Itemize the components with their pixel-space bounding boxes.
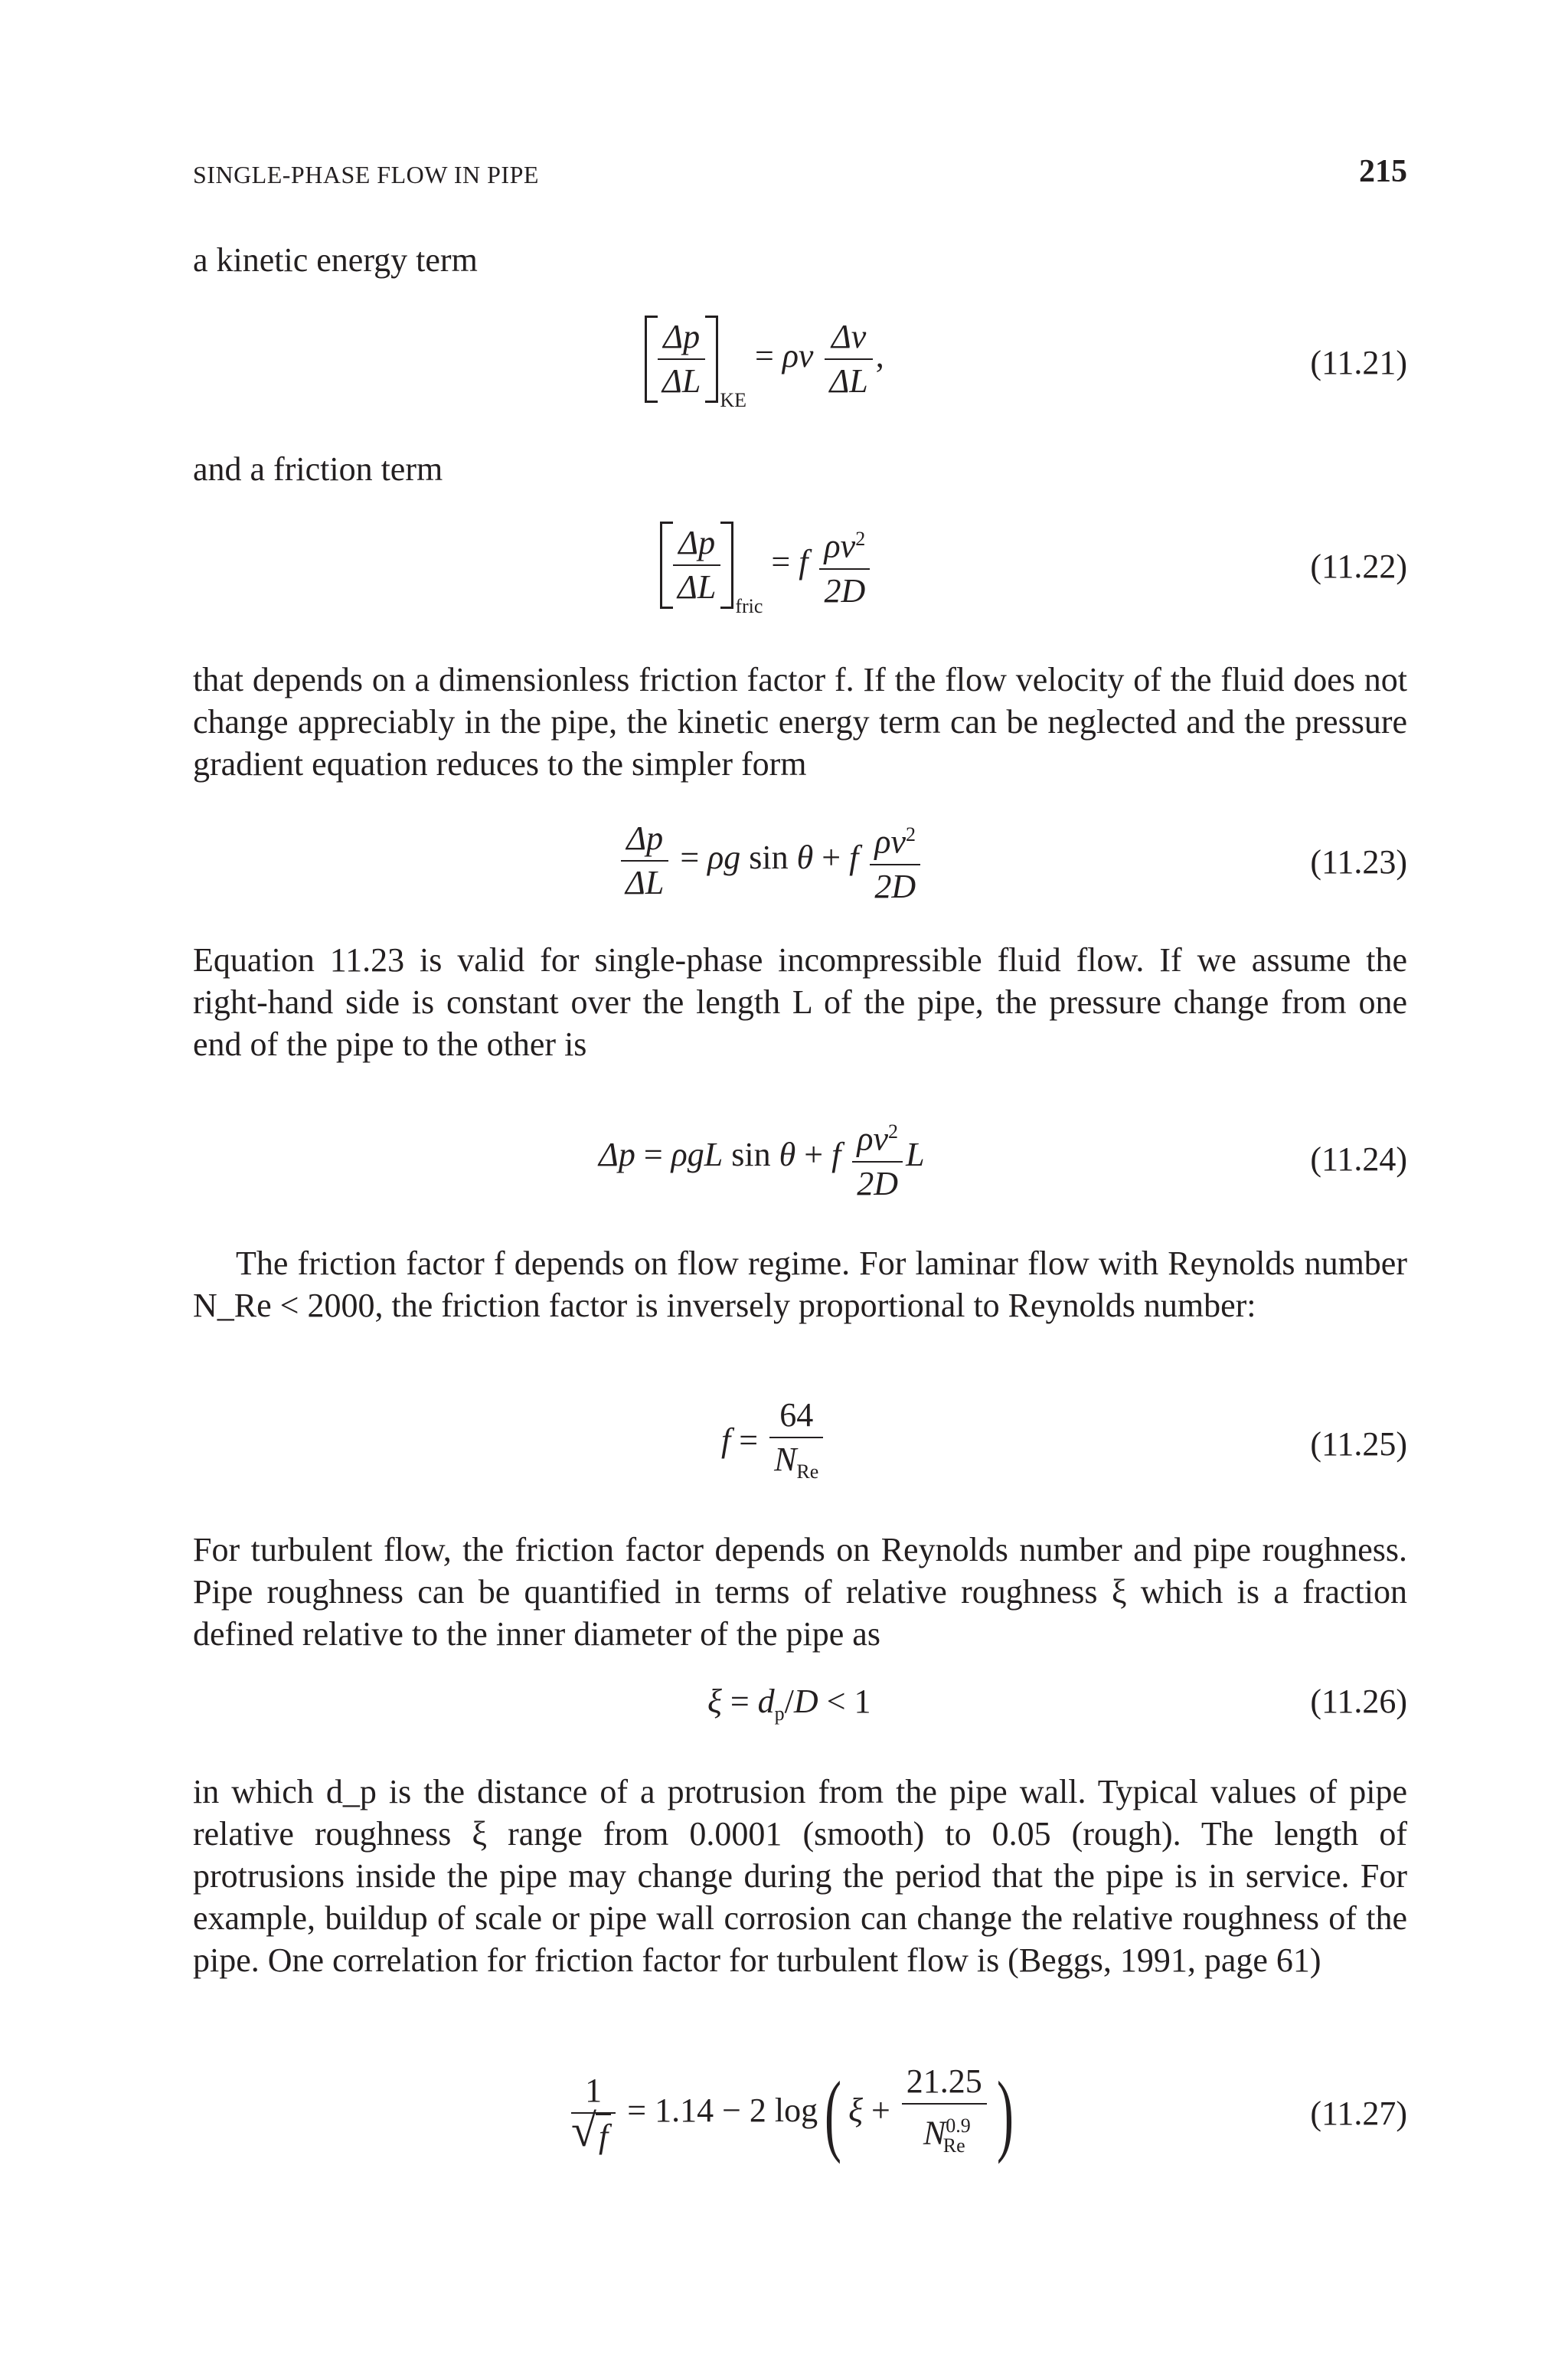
equation-11-22 bbox=[193, 518, 1407, 625]
equation-11-21 bbox=[193, 316, 1407, 423]
equation-number: (11.21) bbox=[1310, 344, 1407, 381]
equation-number: (11.23) bbox=[1310, 843, 1407, 881]
equation-11-23 bbox=[193, 813, 1407, 913]
bracket-subscript: fric bbox=[735, 594, 763, 617]
running-head bbox=[193, 153, 1407, 199]
bracket: $\frac{\Delta p}{\Delta L}$ bbox=[645, 316, 718, 403]
equation-11-27 bbox=[193, 2060, 1407, 2175]
fraction-numerator: 21.25 bbox=[902, 2060, 987, 2105]
page bbox=[193, 0, 1407, 2368]
equation-11-24 bbox=[193, 1110, 1407, 1210]
running-head-title: SINGLE-PHASE FLOW IN PIPE bbox=[193, 161, 539, 188]
bracket: $\frac{\Delta p}{\Delta L}$ bbox=[660, 522, 733, 609]
equation-11-25-body: f = $\frac{64}{N_{Re}}$ bbox=[721, 1394, 826, 1493]
equation-number: (11.25) bbox=[1310, 1425, 1407, 1463]
equation-number: (11.22) bbox=[1310, 548, 1407, 585]
equation-11-21-body: $\frac{\Delta p}{\Delta L}$ KE = ρv $\frac{\Delta v}{\Delta L}$ , bbox=[645, 316, 884, 412]
equation-number: (11.24) bbox=[1310, 1140, 1407, 1178]
fraction-numerator: 64 bbox=[769, 1394, 823, 1438]
equation-number: (11.26) bbox=[1310, 1683, 1407, 1720]
equation-11-26-body: $\xi = d_p/D < 1$ bbox=[707, 1683, 871, 1725]
equation-11-25 bbox=[193, 1394, 1407, 1501]
equation-11-23-body: $\frac{\Delta p}{\Delta L}$ = ρg sin θ + f $\frac{\rho v^2}{2D}$ bbox=[618, 813, 923, 908]
equation-number: (11.27) bbox=[1310, 2095, 1407, 2132]
paragraph-turbulent-flow: For turbulent flow, the friction factor depends on Reynolds number and pipe roughness. Pipe roughness can be quantified in terms of relative roughness ξ which is a fraction defined relative to the inner diameter of the pipe as bbox=[193, 1531, 1407, 1653]
paragraph-equation-validity: Equation 11.23 is valid for single-phase incompressible fluid flow. If we assume the right-hand side is constant over the length L of the pipe, the pressure change from one end of the pipe to the other is bbox=[193, 941, 1407, 1063]
equation-11-27-body: 1 √ f = 1.14 − 2 log( ξ + $\frac{21.25}{N^{0.9}_{Re}}$ ) bbox=[568, 2060, 1021, 2167]
page-number: 215 bbox=[1359, 154, 1407, 189]
paragraph-relative-roughness: in which d_p is the distance of a protrusion from the pipe wall. Typical values of pipe relative roughness ξ range from 0.0001 (smooth) to 0.05 (rough). The length of protrusions inside the pipe may change during the period that the pipe is in service. For example, buildup of scale or pipe wall corrosion can change the relative roughness of the pipe. One correlation for friction factor for turbulent flow is (Beggs, 1991, page 61) bbox=[193, 1773, 1407, 1979]
equation-11-26 bbox=[193, 1682, 1407, 1735]
bracket-subscript: KE bbox=[720, 389, 746, 412]
equation-constant: 1.14 bbox=[655, 2091, 714, 2129]
paragraph-laminar-flow: The friction factor f depends on flow regime. For laminar flow with Reynolds number N_Re < 2000, the friction factor is inversely proportional to Reynolds number: bbox=[193, 1245, 1407, 1324]
paragraph-friction-factor: that depends on a dimensionless friction factor f. If the flow velocity of the fluid does not change appreciably in the pipe, the kinetic energy term can be neglected and the pressure gradient equation reduces to the simpler form bbox=[193, 661, 1407, 783]
exponent: 0.9 bbox=[946, 2115, 971, 2137]
paragraph-friction-term: and a friction term bbox=[193, 450, 443, 488]
equation-11-24-body: Δp = ρgL sin θ + f $\frac{\rho v^2}{2D}$ L bbox=[599, 1110, 925, 1205]
equation-coefficient: 2 bbox=[749, 2091, 766, 2129]
paragraph-kinetic-energy: a kinetic energy term bbox=[193, 241, 478, 279]
equation-11-22-body: $\frac{\Delta p}{\Delta L}$ fric = f $\frac{\rho v^2}{2D}$ bbox=[660, 518, 873, 618]
